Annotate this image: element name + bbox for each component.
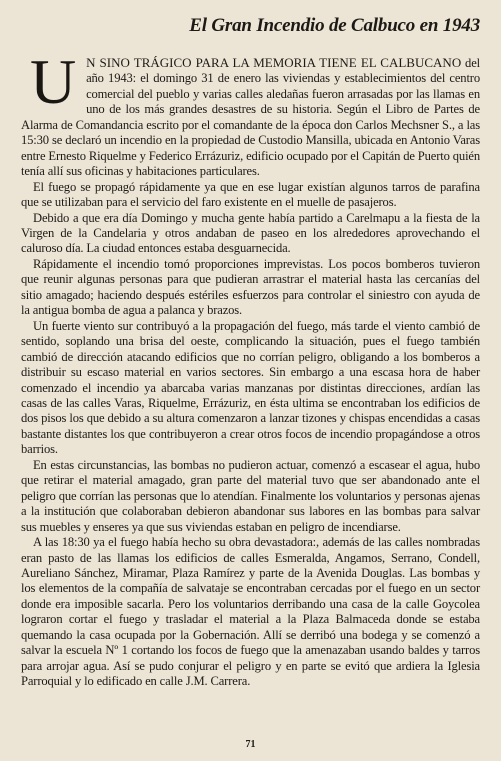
article-title: El Gran Incendio de Calbuco en 1943	[189, 15, 480, 36]
paragraph-1-text: del año 1943: el domingo 31 de enero las viviendas y establecimientos del centro comercial del pueblo y varias calles aledañas fueron arrasadas por las llamas en uno de los más grandes desastres de su historia. Según el Libro de Partes de Alarma de Comandancia escrito por el comandante de la época don Carlos Mechsner S., a las 15:30 se declaró un incendio en la propiedad de Custodio Mansilla, ubicada en Antonio Varas entre Ernesto Riquelme y Federico Errázuriz, edificio ocupado por el Capitán de Puerto quién tenía allí sus oficinas y habitaciones particulares.	[21, 56, 481, 179]
page-number: 71	[245, 739, 256, 750]
paragraph-1	[21, 46, 481, 180]
paragraph-6: En estas circunstancias, las bombas no pudieron actuar, comenzó a escasear el agua, hubo que retirar el material amagado, gran parte del material tuvo que ser abandonado ante el peligro que corrían las personas que lo atendían. Finalmente los voluntarios y personas ajenas a la institución que colaboraban debieron abandonar sus labores en las bombas para salvar sus muebles y enseres ya que sus viviendas estaban en peligro de incendiarse.	[21, 457, 480, 534]
drop-cap: U	[30, 46, 77, 117]
paragraph-5: Un fuerte viento sur contribuyó a la propagación del fuego, más tarde el viento cambió de sentido, soplando una brisa del oeste, complicando la situación, pues el fuego también cambió de dirección atacando edificios que no corrían peligro, obligando a los bomberos a distribuir su escaso material en varios sectores. Sin embargo a una escasa hora de haber comenzado el incendio ya abarcaba varias manzanas por distintas direcciones, ardían las casas de las calles Varas, Riquelme, Errázuriz, en ésta ultima se encontraban los edificios de dos pisos los que debido a su altura comenzaron a lanzar tizones y chispas encendidas a casas bastante distantes los que contribuyeron a crear otros focos de incendio propagándose a otros barrios.	[21, 318, 480, 457]
paragraph-7: A las 18:30 ya el fuego había hecho su obra devastadora:, además de las calles nombradas eran pasto de las llamas los edificios de calles Esmeralda, Angamos, Serrano, Condell, Aureliano Sánchez, Miramar, Plaza Ramírez y parte de la Avenida Douglas. Las bombas y los elementos de la compañía de salvataje se encontraban cercadas por el fuego en un sector donde era imposible sacarla. Pero los voluntarios derribando una casa de la calle Goycolea lograron cortar el fuego y trasladar el material a la Plaza Balmaceda donde se estaba quemando la casa ocupada por la Gobernación. Allí se derribó una bodega y se comenzó a salvar la escuela Nº 1 cortando los focos de fuego que la amenazaban usando baldes y tarros para arrojar agua. Así se pudo conjurar el peligro y en parte se evitó que ardiera la Iglesia Parroquial y lo edificado en calle J.M. Carrera.	[21, 535, 480, 689]
article-body	[21, 46, 481, 690]
paragraph-4: Rápidamente el incendio tomó proporciones imprevistas. Los pocos bomberos tuvieron que reunir algunas personas para que pudieran arrastrar el material hasta las cercanías del sitio amagado; haciendo después estériles esfuerzos para controlar el siniestro con ayuda de la antigua bomba de agua a palanca y brazos.	[21, 256, 480, 318]
paragraph-2: El fuego se propagó rápidamente ya que en ese lugar existían algunos tarros de parafina que se utilizaban para el servicio del faro existente en el muelle de pasajeros.	[21, 179, 480, 210]
paragraph-3: Debido a que era día Domingo y mucha gente había partido a Carelmapu a la fiesta de la Virgen de la Candelaria y otros andaban de paseo en los alrededores aprovechando el caluroso día. La ciudad entonces estaba desguarnecida.	[21, 210, 480, 256]
lead-caps: N SINO TRÁGICO PARA LA MEMORIA TIENE EL CALBUCANO	[86, 55, 462, 70]
